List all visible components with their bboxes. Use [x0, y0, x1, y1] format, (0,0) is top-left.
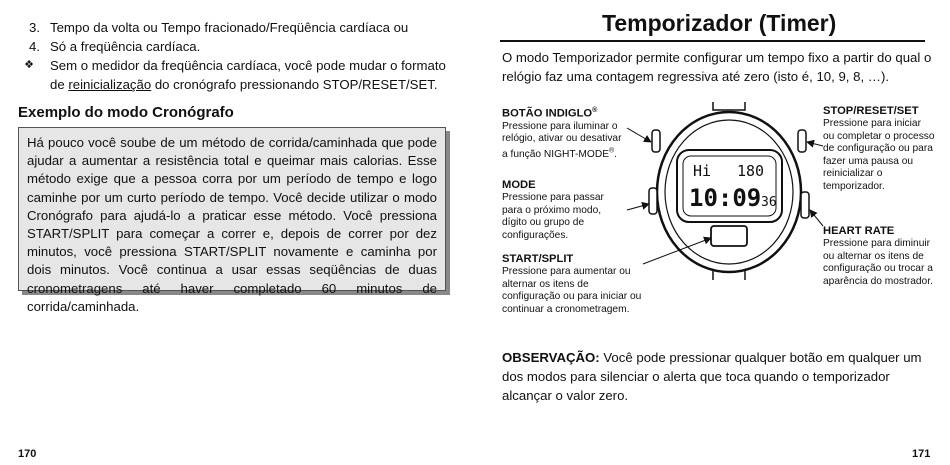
list-item: [18, 18, 458, 37]
note-text: Você pode pressionar qualquer botão em qualquer um dos modos para silenciar o alerta que toca quando o temporizador alcançar o valor zero.: [502, 350, 922, 403]
list-number: 4.: [29, 39, 40, 54]
mode-button: [649, 188, 657, 214]
stop-reset-set-desc: Pressione para iniciar ou completar o processo de configuração ou para fazer uma pausa ou reinicializar o temporizador.: [823, 118, 935, 192]
step-list: [18, 18, 458, 94]
note-label: OBSERVAÇÃO:: [502, 350, 600, 365]
indiglo-title: BOTÃO INDIGLO®: [502, 107, 598, 120]
diamond-bullet-icon: ❖: [24, 59, 34, 71]
mode-arrow: [627, 204, 649, 210]
indiglo-label: [502, 104, 627, 162]
page-title: Temporizador (Timer): [602, 10, 837, 36]
start-split-label: [502, 252, 642, 316]
mode-label: [502, 178, 627, 242]
page-number: 171: [912, 448, 931, 460]
start-split-desc: Pressione para aumentar ou alternar os itens de configuração ou para iniciar ou continuar a cronometragem.: [502, 266, 642, 315]
bullet-item: [18, 56, 458, 94]
heart-rate-label: [823, 224, 935, 288]
watch-illustration: [625, 100, 825, 290]
stop-reset-set-label: [823, 104, 935, 194]
heart-rate-arrow: [810, 210, 823, 226]
list-item: [18, 37, 458, 56]
section-heading: Exemplo do modo Cronógrafo: [18, 104, 234, 121]
note-paragraph: [502, 348, 932, 405]
start-split-title: START/SPLIT: [502, 253, 574, 265]
start-split-button: [711, 226, 747, 246]
underlined-term: reinicialização: [68, 77, 152, 92]
display-main-time: 10:09: [689, 184, 762, 212]
display-seconds: 36: [761, 195, 777, 210]
heart-rate-title: HEART RATE: [823, 225, 895, 237]
list-number: 3.: [29, 20, 40, 35]
list-text: Tempo da volta ou Tempo fracionado/Freqüência cardíaca ou: [50, 20, 409, 35]
stop-reset-set-arrow: [807, 142, 823, 146]
mode-desc: Pressione para passar para o próximo modo, dígito ou grupo de configurações.: [502, 192, 604, 241]
mode-title: MODE: [502, 179, 536, 191]
display-top-right: 180: [737, 162, 765, 180]
heart-rate-button: [801, 192, 809, 218]
stop-reset-set-button: [798, 130, 806, 152]
right-page: [475, 0, 950, 465]
bullet-text: Sem o medidor da freqüência cardíaca, você pode mudar o formato de reinicialização do cronógrafo pressionando STOP/RESET/SET.: [50, 58, 446, 92]
top-strap: [713, 102, 745, 110]
indiglo-arrow: [627, 128, 651, 142]
display-top-left: Hi: [693, 162, 712, 180]
intro-paragraph: O modo Temporizador permite configurar um tempo fixo a partir do qual o relógio faz uma contagem regressiva até zero (isto é, 10, 9, 8, …).: [502, 50, 932, 84]
heart-rate-desc: Pressione para diminuir ou alternar os itens de configuração ou trocar a aparência do mostrador.: [823, 238, 933, 287]
example-box: Há pouco você soube de um método de corrida/caminhada que pode ajudar a aumentar a resistência total e queimar mais calorias. Esse método exige que a pessoa corra por um período de tempo e logo caminhe por um curto período de tempo. Você decide utilizar o modo Cronógrafo para ajudá-lo a praticar esse método. Você pressiona START/SPLIT para começar a correr e, depois de correr por dez minutos, você pressiona START/SPLIT novamente e caminha por dois minutos. Você continua a usar essas seqüências de duas cronometragens até haver completado 60 minutos de corrida/caminhada.: [18, 127, 446, 291]
indiglo-button: [652, 130, 660, 152]
indiglo-desc: Pressione para iluminar o relógio, ativar ou desativar a função NIGHT-MODE®.: [502, 120, 622, 161]
list-text: Só a freqüência cardíaca.: [50, 39, 201, 54]
title-divider: [500, 40, 925, 42]
page-number: 170: [18, 448, 37, 460]
stop-reset-set-title: STOP/RESET/SET: [823, 105, 919, 117]
